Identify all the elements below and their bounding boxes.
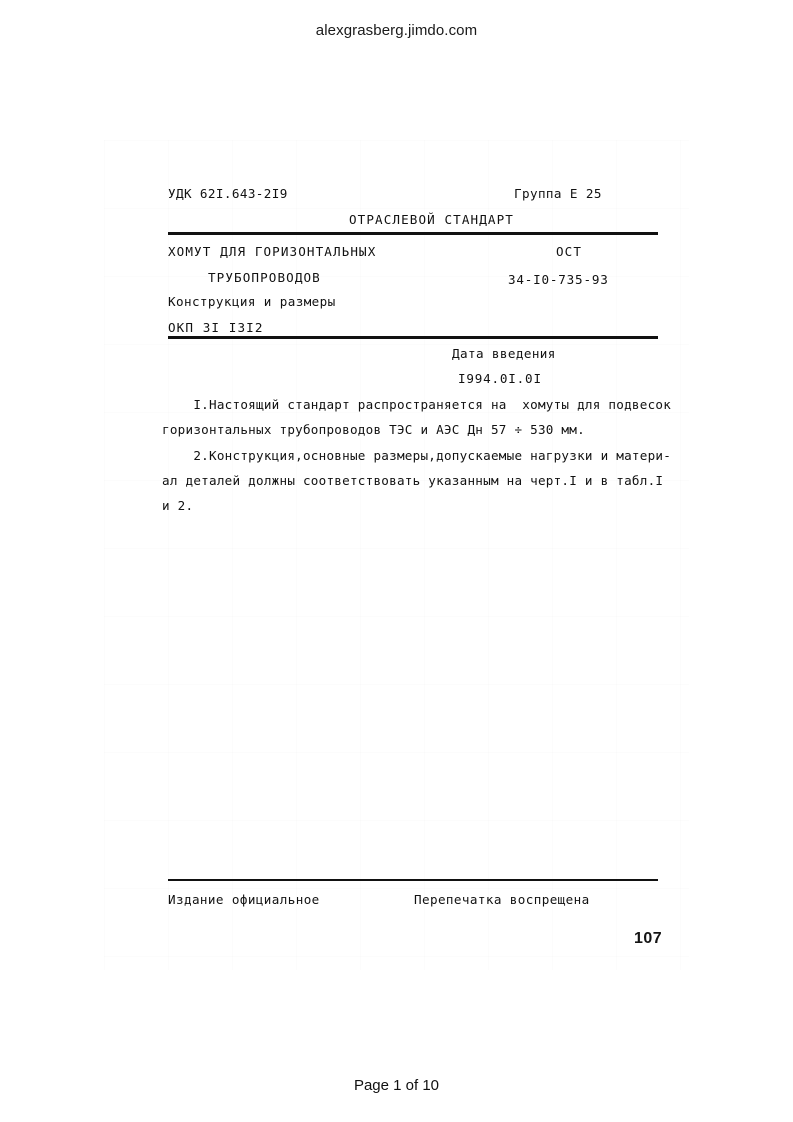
introduction-date-label: Дата введения [452, 346, 556, 361]
group-code: Группа Е 25 [514, 186, 602, 201]
udk-code: УДК 62I.643-2I9 [168, 186, 288, 201]
standard-designation-prefix: ОСТ [556, 244, 583, 259]
title-divider-rule [168, 336, 658, 339]
clause-2 [162, 443, 672, 518]
document-subtitle: Конструкция и размеры [168, 294, 336, 309]
page-indicator: Page 1 of 10 [353, 1077, 440, 1094]
okp-code: ОКП 3I I3I2 [168, 320, 264, 335]
clause-1-line-2: горизонтальных трубопроводов ТЭС и АЭС Дн 57 ÷ 530 мм. [162, 422, 585, 437]
introduction-date-value: I994.0I.0I [458, 371, 542, 386]
clause-1-line-1: I.Настоящий стандарт распространяется на хомуты для подвесок [162, 397, 672, 412]
clause-1 [162, 392, 672, 442]
footer-reprint-note: Перепечатка воспрещена [414, 892, 590, 907]
footer-divider-rule [168, 879, 658, 881]
document-title-line-1: ХОМУТ ДЛЯ ГОРИЗОНТАЛЬНЫХ [168, 244, 377, 259]
standard-kind-label: ОТРАСЛЕВОЙ СТАНДАРТ [349, 212, 514, 227]
footer-edition-note: Издание официальное [168, 892, 320, 907]
page-folio-number: 107 [634, 930, 663, 947]
clause-2-line-3: и 2. [162, 498, 194, 513]
viewer-watermark: alexgrasberg.jimdo.com [315, 22, 478, 39]
document-title-line-2: ТРУБОПРОВОДОВ [208, 270, 321, 285]
scanned-page-sheet [104, 140, 689, 970]
clause-2-line-2: ал деталей должны соответствовать указанным на черт.I и в табл.I [162, 473, 664, 488]
header-divider-rule [168, 232, 658, 235]
clause-2-line-1: 2.Конструкция,основные размеры,допускаемые нагрузки и матери- [162, 448, 672, 463]
standard-designation-number: 34-I0-735-93 [508, 272, 609, 287]
document-body [104, 140, 689, 970]
